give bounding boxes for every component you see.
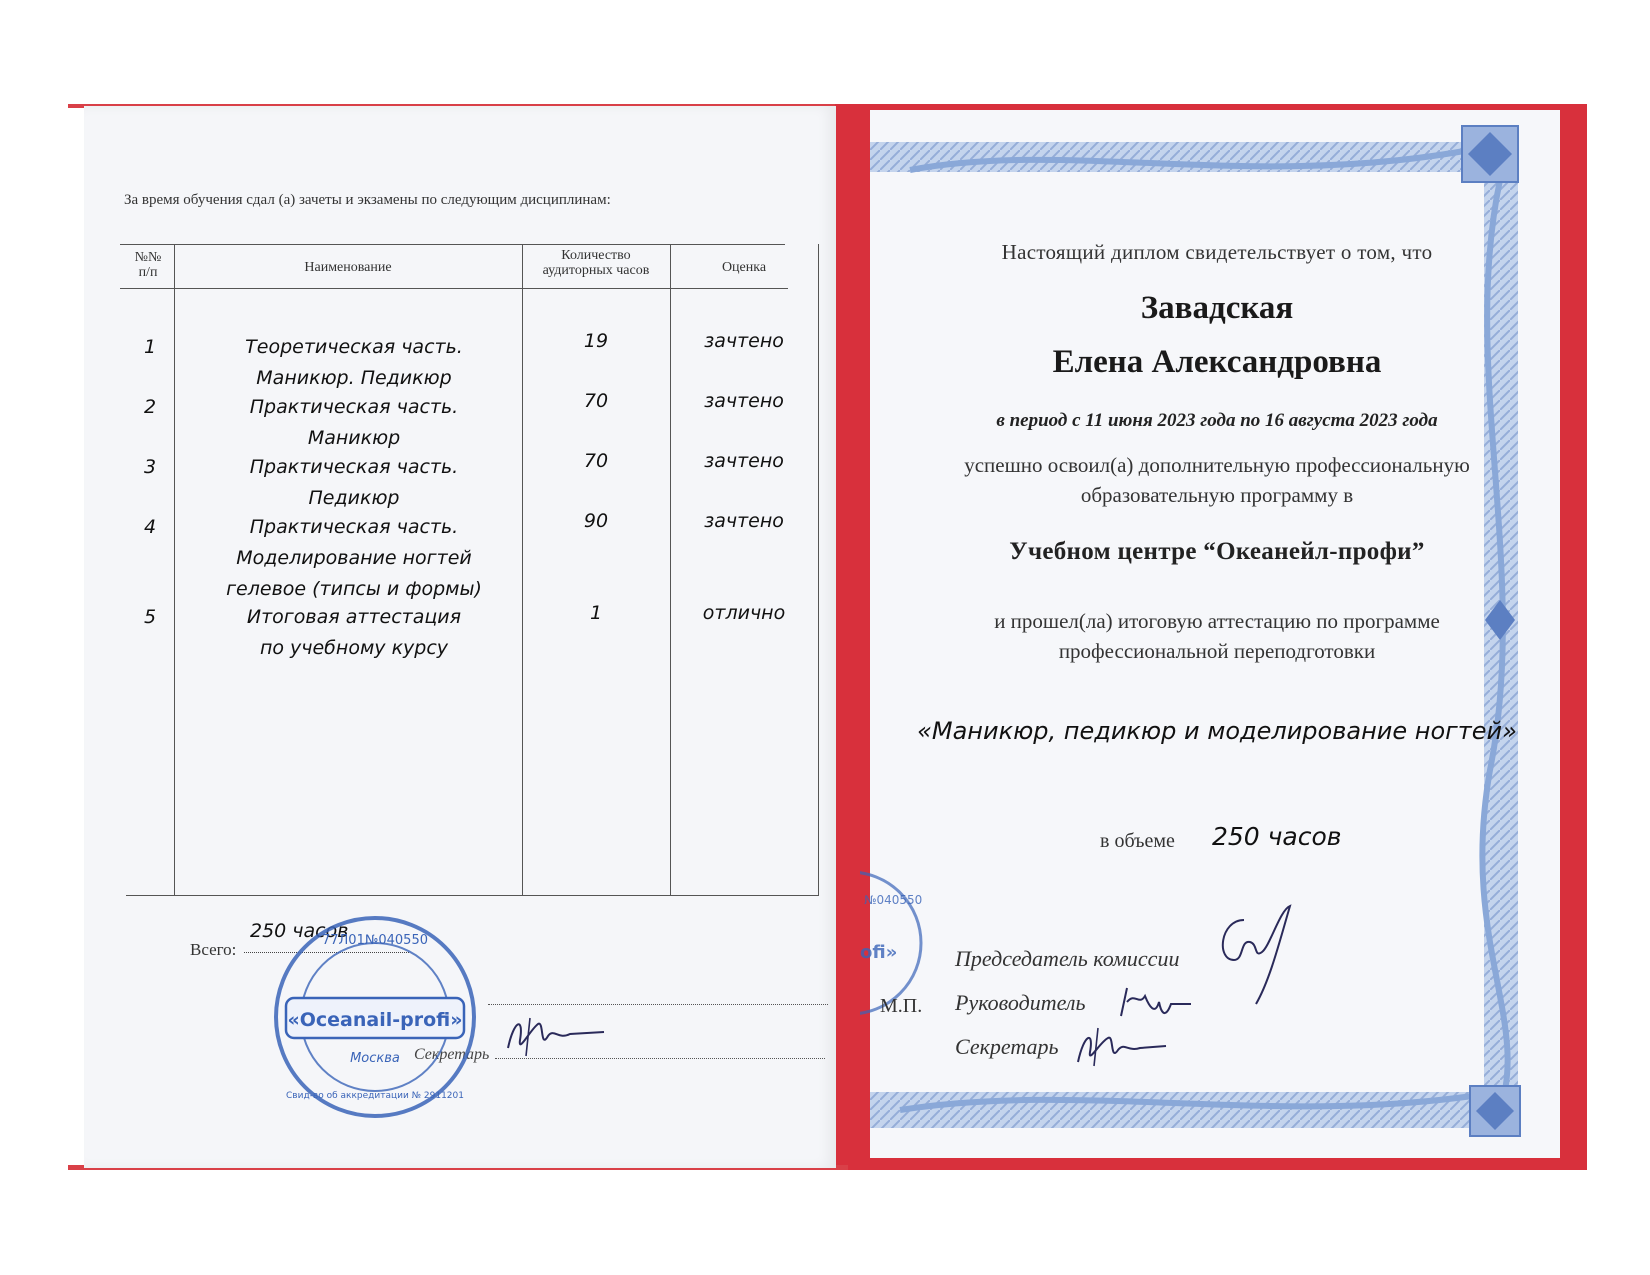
recipient-surname: Завадская (1140, 290, 1294, 326)
study-period: в период с 11 июня 2023 года по 16 августа 2023 года (996, 410, 1438, 431)
chair-label: Председатель комиссии (955, 946, 1180, 971)
signature-left (500, 1010, 610, 1060)
row-2-hours: 70 (583, 390, 609, 412)
table-header-border (120, 288, 788, 289)
training-center-name: Учебном центре “Океанейл-профи” (1009, 538, 1425, 565)
recipient-given-names: Елена Александровна (1052, 344, 1382, 380)
row-1-name: Теоретическая часть. Маникюр. Педикюр (245, 336, 463, 389)
header-name: Наименование (304, 260, 392, 275)
row-4-grade: зачтено (704, 510, 784, 532)
stamp-bottom-text: Москва (350, 1051, 400, 1066)
disciplines-intro: За время обучения сдал (а) зачеты и экзамены по следующим дисциплинам: (124, 192, 611, 208)
row-5-hours: 1 (589, 602, 603, 624)
header-hours: Количество аудиторных часов (542, 248, 650, 278)
row-5-number: 5 (143, 606, 157, 628)
disciplines-table (126, 244, 819, 896)
secretary-label-left: Секретарь (414, 1046, 490, 1063)
total-value: 250 часов (250, 920, 349, 942)
row-4-name: Практическая часть. Моделирование ногтей гелевое (типсы и формы) (226, 516, 482, 600)
row-2-name: Практическая часть. Маникюр (249, 396, 459, 449)
row-1-grade: зачтено (704, 330, 784, 352)
stamp-fragment-top-text: №040550 (864, 893, 923, 907)
volume-value: 250 часов (1212, 822, 1342, 851)
row-3-number: 3 (143, 456, 157, 478)
organization-stamp (272, 914, 478, 1120)
row-1-hours: 19 (583, 330, 609, 352)
certificate-intro: Настоящий диплом свидетельствует о том, что (1001, 240, 1433, 264)
signature-chair (1210, 900, 1320, 1010)
table-right-border (818, 244, 819, 896)
volume-label: в объеме (1100, 830, 1175, 852)
header-grade: Оценка (721, 260, 767, 275)
stamp-arc-text: Свид-во об аккредитации № 2911201 (286, 1091, 464, 1101)
stamp-top-text: 77Л01№040550 (321, 933, 429, 948)
row-3-hours: 70 (583, 450, 609, 472)
program-name: «Маникюр, педикюр и моделирование ногтей» (917, 717, 1517, 745)
signature-head (1115, 982, 1195, 1022)
completion-text: успешно освоил(а) дополнительную профессиональную образовательную программу в (964, 453, 1470, 507)
row-2-number: 2 (143, 396, 157, 418)
signature-secretary (1070, 1022, 1170, 1068)
row-5-grade: отлично (702, 602, 786, 624)
head-label: Руководитель (955, 990, 1086, 1015)
stamp-fragment-center-text: ofi» (860, 942, 898, 963)
row-4-hours: 90 (583, 510, 609, 532)
table-top-border (120, 244, 785, 245)
row-2-grade: зачтено (704, 390, 784, 412)
stamp-center-text: «Oceanail-profi» (287, 1009, 463, 1031)
table-bottom-border (126, 895, 819, 896)
row-5-name: Итоговая аттестация по учебному курсу (246, 606, 462, 659)
row-1-number: 1 (143, 336, 157, 358)
table-col-divider-1 (174, 244, 175, 896)
attestation-text: и прошел(ла) итоговую аттестацию по программе профессиональной переподготовки (994, 609, 1440, 663)
row-3-grade: зачтено (704, 450, 784, 472)
secretary-label-right: Секретарь (955, 1034, 1059, 1059)
header-number: №№ п/п (134, 250, 162, 280)
total-label: Всего: (190, 940, 237, 959)
seal-place-label: М.П. (880, 995, 923, 1017)
row-3-name: Практическая часть. Педикюр (249, 456, 459, 509)
row-4-number: 4 (143, 516, 157, 538)
signature-line-1 (488, 1004, 828, 1005)
